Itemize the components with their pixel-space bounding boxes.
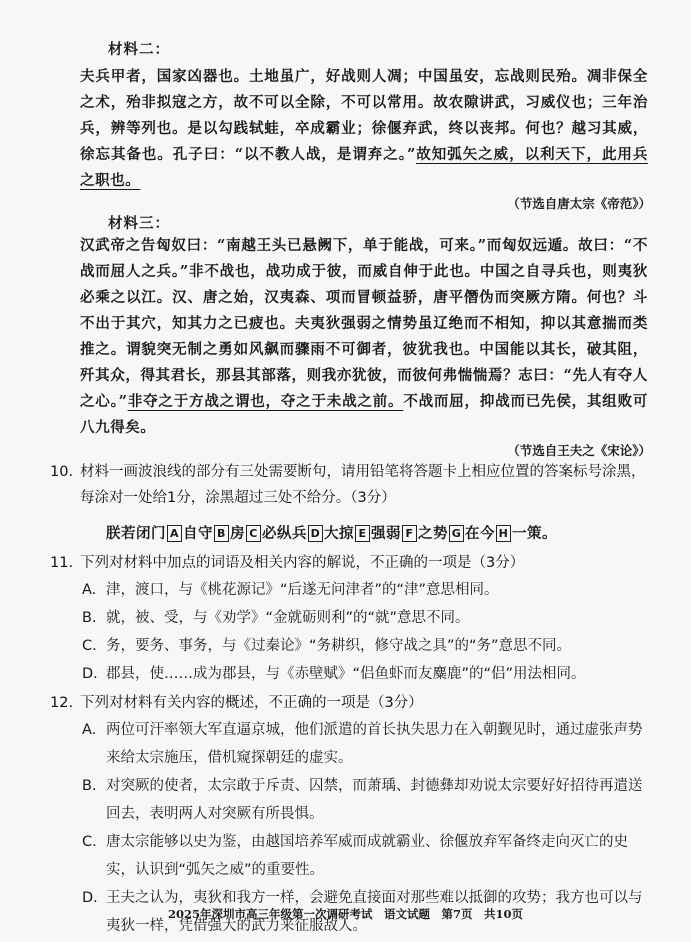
material3-title: 材料三：: [108, 215, 170, 232]
material3-underlined: 非夺之于方战之谓也，夺之于未战之前。: [127, 393, 404, 410]
answer-box-c[interactable]: C: [246, 525, 261, 542]
question-12-number: 12.: [50, 695, 74, 711]
material3-body: 汉武帝之告匈奴曰：“南越王头已悬阙下，单于能战，可来。”而匈奴远遁。故曰：“不战而屈人之兵。”非不战也，战功成于彼，而威自伸于此也。中国之自寻兵也，则夷狄必乘之以江。汉、唐之始，汉夷森、项而冒顿益骄，唐平僭伪而突厥方隋。何也？斗不出于其穴，知其力之已疲也。夫夷狄强弱之情势虽辽绝而不相知，抑以其意揣而类推之。谓貌突无制之勇如风飙而骤雨不可御者，彼犹我也。中国能以其长，破其阻，歼其众，得其君长，那县其部落，则我亦犹彼，而彼何弗惴惴焉？志曰：“先人有夺人之心。”: [80, 237, 648, 410]
sentence-part: 一策。: [512, 525, 557, 542]
sentence-part: 大掠: [324, 525, 354, 542]
answer-box-g[interactable]: G: [449, 525, 464, 542]
answer-box-b[interactable]: B: [214, 525, 229, 542]
option-letter: C.: [82, 834, 97, 850]
sentence-part: 朕若闭门: [106, 525, 166, 542]
question-12: [50, 690, 654, 716]
q12-option-a[interactable]: [82, 716, 654, 772]
option-text: 唐太宗能够以史为鉴，由越国培养军威而成就霸业、徐偃放弃军备终走向灭亡的史实，认识到“弧矢之威”的重要性。: [106, 834, 628, 878]
option-letter: B.: [82, 610, 97, 626]
question-10-number: 10.: [50, 464, 74, 480]
option-letter: A.: [82, 722, 97, 738]
q11-option-d[interactable]: [82, 660, 654, 688]
sentence-part: 强弱: [371, 525, 401, 542]
material3-text: [80, 233, 648, 441]
answer-box-e[interactable]: E: [355, 525, 370, 542]
option-text: 郡县，使……成为郡县，与《赤壁赋》“侣鱼虾而友麋鹿”的“侣”用法相同。: [106, 666, 586, 682]
material3-body-end: 不战而屈，抑战而已先侯，其组败可八九得矣。: [80, 393, 648, 436]
option-letter: C.: [82, 638, 97, 654]
q11-option-a[interactable]: [82, 576, 654, 604]
option-letter: D.: [82, 666, 98, 682]
option-text: 务，要务、事务，与《过秦论》“务耕织，修守战之具”的“务”意思不同。: [106, 638, 572, 654]
answer-box-d[interactable]: D: [308, 525, 323, 542]
option-text: 津，渡口，与《桃花源记》“后遂无问津者”的“津”意思相同。: [106, 582, 499, 598]
page-footer: 2025年深圳市高三年级第一次调研考试 语文试题 第7页 共10页: [167, 907, 523, 921]
answer-box-h[interactable]: H: [496, 525, 511, 542]
sentence-part: 必纵兵: [262, 525, 307, 542]
option-text: 就，被、受，与《劝学》“金就砺则利”的“就”意思不同。: [106, 610, 470, 626]
option-letter: D.: [82, 890, 98, 906]
option-text: 王夫之认为，夷狄和我方一样，会避免直接面对那些难以抵御的攻势；我方也可以与夷狄一样，凭借强大的武力来征服敌人。: [106, 890, 643, 934]
q12-option-b[interactable]: [82, 772, 654, 828]
option-text: 两位可汗率领大军直逼京城，他们派遣的首长执失思力在入朝觐见时，通过虚张声势来给太宗施压，借机窥探朝廷的虚实。: [106, 722, 643, 766]
material2-body: 夫兵甲者，国家凶器也。土地虽广，好战则人凋；中国虽安，忘战则民殆。凋非保全之术，殆非拟寇之方，故不可以全除，不可以常用。故农隙讲武，习威仪也；三年治兵，辨等列也。是以勾践轼蛙，卒成霸业；徐偃弃武，终以丧邦。何也？越习其威，徐忘其备也。孔子曰：“以不教人战，是谓弃之。”: [80, 68, 648, 163]
sentence-part: 房: [230, 525, 245, 542]
question-11-text: 下列对材料中加点的词语及相关内容的解说，不正确的一项是（3分）: [80, 555, 525, 571]
option-letter: A.: [82, 582, 97, 598]
material2-text: [80, 64, 648, 194]
q12-option-c[interactable]: [82, 828, 654, 884]
answer-box-a[interactable]: A: [167, 525, 182, 542]
option-letter: B.: [82, 778, 97, 794]
q11-option-b[interactable]: [82, 604, 654, 632]
material2-underlined: 故知弧矢之威，以利天下，此用兵之职也。: [80, 146, 649, 189]
sentence-part: 之势: [418, 525, 448, 542]
question-11-number: 11.: [50, 555, 74, 571]
question-12-text: 下列对材料有关内容的概述，不正确的一项是（3分）: [80, 695, 423, 711]
sentence-part: 在今: [465, 525, 495, 542]
material2-source: （节选自唐太宗《帝范》）: [507, 196, 651, 211]
question-10-text: 材料一画波浪线的部分有三处需要断句，请用铅笔将答题卡上相应位置的答案标号涂黑，每涂对一处给1分，涂黑超过三处不给分。（3分）: [80, 464, 646, 506]
question-11: [50, 550, 654, 576]
option-text: 对突厥的使者，太宗敢于斥责、囚禁，而萧瑀、封德彝却劝说太宗要好好招待再遣送回去，表明两人对突厥有所畏惧。: [106, 778, 643, 822]
q10-sentence: [106, 522, 557, 543]
q11-option-c[interactable]: [82, 632, 654, 660]
material3-source: （节选自王夫之《宋论》）: [507, 443, 651, 458]
material2-title: 材料二：: [108, 41, 170, 58]
sentence-part: 自守: [183, 525, 213, 542]
answer-box-f[interactable]: F: [402, 525, 417, 542]
question-10: [50, 459, 654, 511]
